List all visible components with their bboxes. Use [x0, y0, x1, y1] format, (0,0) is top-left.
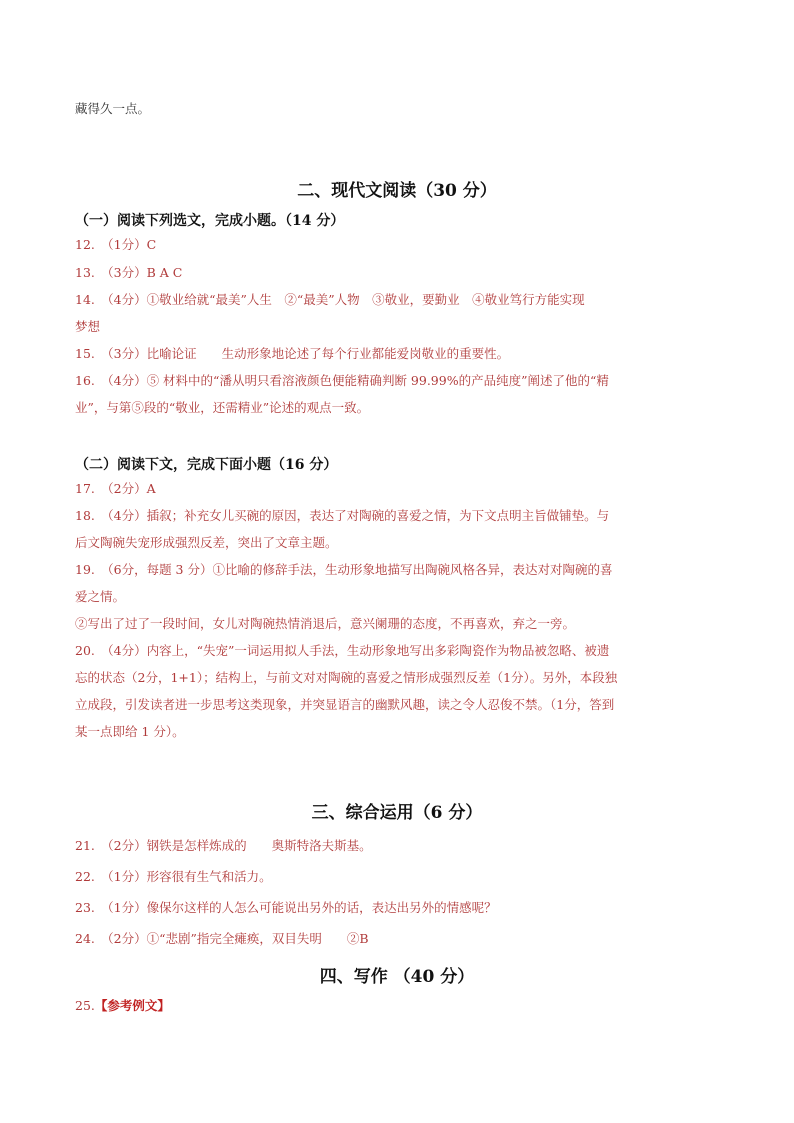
answer-q16-line2: 业”，与第⑤段的“敬业，还需精业”论述的观点一致。 — [75, 400, 370, 415]
section2-title: 二、现代文阅读（30 分） — [297, 181, 497, 201]
answer-q19-line2: 爱之情。 — [75, 589, 126, 604]
answer-q19-line1: 19. （6分，每题 3 分）①比喻的修辞手法，生动形象地描写出陶碗风格各异，表达对对陶碗的喜 — [75, 562, 613, 577]
answer-q13: 13. （3分）B A C — [75, 265, 183, 280]
answer-q18-line1: 18. （4分）插叙；补充女儿买碗的原因，表达了对陶碗的喜爱之情，为下文点明主旨做铺垫。与 — [75, 508, 610, 523]
answer-q23: 23. （1分）像保尔这样的人怎么可能说出另外的话，表达出另外的情感呢？ — [75, 900, 497, 915]
answer-q22: 22. （1分）形容很有生气和活力。 — [75, 869, 272, 884]
answer-q20-line4: 某一点即给 1 分）。 — [75, 724, 185, 739]
answer-q20-line3: 立成段，引发读者进一步思考这类现象，并突显语言的幽默风趣，读之令人忍俊不禁。（1分，答到 — [75, 697, 615, 712]
answer-q20-line1: 20. （4分）内容上，“失宠”一词运用拟人手法，生动形象地写出多彩陶瓷作为物品被忽略、被遗 — [75, 643, 610, 658]
section4-title: 四、写作 （40 分） — [319, 967, 475, 987]
section2-part2-title: （二）阅读下文，完成下面小题（16 分） — [75, 457, 338, 473]
answer-q14-line1: 14. （4分）①敬业给就“最美”人生 ②“最美”人物 ③敬业，要勤业 ④敬业笃行方能实现 — [75, 292, 585, 307]
answer-q12: 12. （1分）C — [75, 237, 157, 252]
section2-part1-title: （一）阅读下列选文，完成小题。（14 分） — [75, 213, 345, 229]
q25-label: 【参考例文】 — [94, 998, 170, 1013]
answer-q18-line2: 后文陶碗失宠形成强烈反差，突出了文章主题。 — [75, 535, 338, 550]
answer-q25 — [75, 998, 170, 1014]
answer-q24: 24. （2分）①“悲剧”指完全瘫痪，双目失明 ②B — [75, 931, 369, 946]
intro-text: 藏得久一点。 — [75, 101, 151, 116]
section3-title: 三、综合运用（6 分） — [311, 803, 483, 823]
answer-q15: 15. （3分）比喻论证 生动形象地论述了每个行业都能爱岗敬业的重要性。 — [75, 346, 510, 361]
answer-q17: 17. （2分）A — [75, 481, 156, 496]
answer-q16-line1: 16. （4分）⑤ 材料中的“潘从明只看溶液颜色便能精确判断 99.99%的产品纯度”阐述了他的“精 — [75, 373, 609, 388]
answer-q20-line2: 忘的状态（2分，1+1）；结构上，与前文对对陶碗的喜爱之情形成强烈反差（1分）。另外，本段独 — [75, 670, 618, 685]
q25-number: 25. — [75, 998, 95, 1013]
answer-q21: 21. （2分）钢铁是怎样炼成的 奥斯特洛夫斯基。 — [75, 838, 372, 853]
answer-q19-line3: ②写出了过了一段时间，女儿对陶碗热情消退后，意兴阑珊的态度，不再喜欢，弃之一旁。 — [75, 616, 576, 631]
answer-q14-line2: 梦想 — [75, 319, 101, 334]
